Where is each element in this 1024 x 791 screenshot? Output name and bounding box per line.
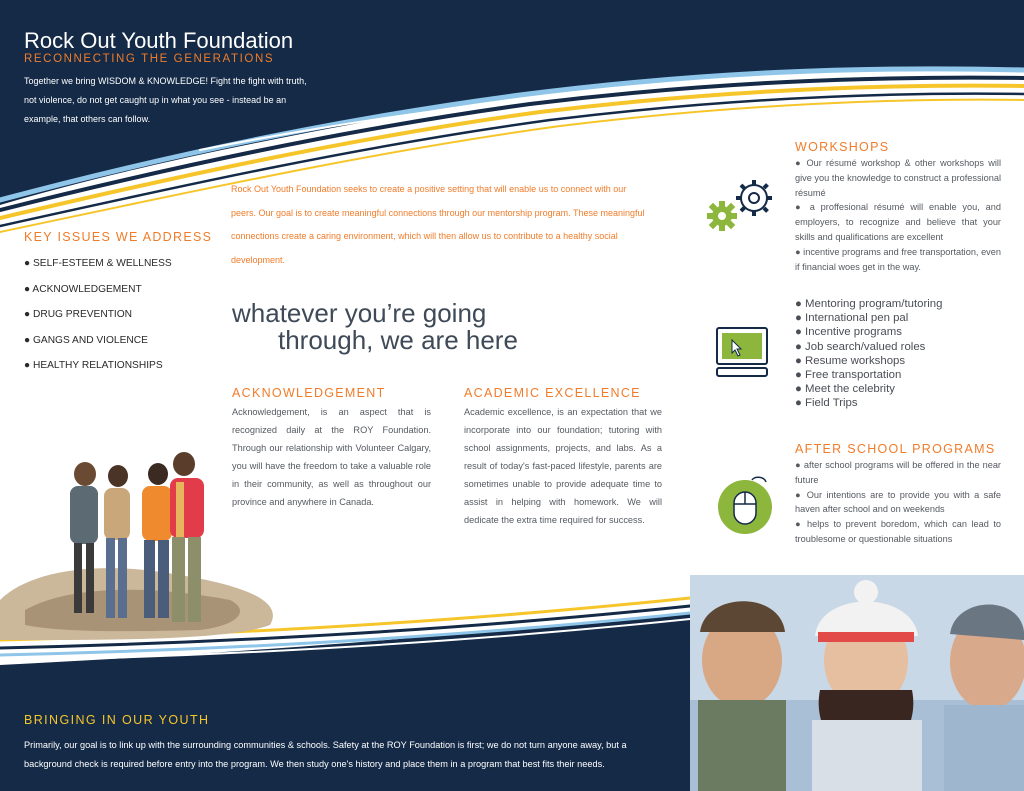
list-item: ● Job search/valued roles [795,340,926,353]
list-item: ● SELF-ESTEEM & WELLNESS [24,258,172,269]
bottom-heading: BRINGING IN OUR YOUTH [24,713,210,727]
list-item: ● Resume workshops [795,354,906,367]
after-school-list [795,458,1001,547]
key-issues-list [24,258,172,386]
acknowledgement-heading: ACKNOWLEDGEMENT [232,386,386,400]
gears-icon [706,174,778,236]
mission-statement: Rock Out Youth Foundation seeks to create a positive setting that will enable us to connect with our peers. Our goal is to create meaningful connections through our mentorship program. These meaningful connections create a caring environment, which will then allow us to contribute to a healthy social development. [231,184,645,265]
list-item: ● Meet the celebrity [795,383,895,396]
academic-heading: ACADEMIC EXCELLENCE [464,386,641,400]
slogan-line-1: whatever you’re going [232,298,487,328]
list-item: ● Free transportation [795,369,902,382]
list-item: ● a proffesional résumé will enable you, and employers, to recognize and believe that your skills and qualifications are excellent [795,202,1001,242]
computer-icon [714,326,770,378]
list-item: ● GANGS AND VIOLENCE [24,334,148,346]
list-item: ● International pen pal [795,312,909,325]
workshops-list [795,156,1001,274]
list-item: ● after school programs will be offered in the near future [795,460,1001,485]
list-item: ● Our résumé workshop & other workshops will give you the knowledge to construct a professional résumé [795,158,1001,198]
bottom-text: Primarily, our goal is to link up with the surrounding communities & schools. Safety at the ROY Foundation is first; we do not turn anyone away, but a background check is required before entry into the program. We then study one's history and place them in a program that best fits their needs. [24,740,627,769]
key-issues-heading: KEY ISSUES WE ADDRESS [24,230,213,244]
list-item: ● Field Trips [795,397,858,410]
list-item: ● Mentoring program/tutoring [795,298,943,310]
list-item: ● helps to prevent boredom, which can lead to troublesome or questionable situations [795,519,1001,544]
page-subtitle: RECONNECTING THE GENERATIONS [24,53,275,65]
tagline: Together we bring WISDOM & KNOWLEDGE! Fight the fight with truth, not violence, do not get caught up in what you see - instead be an example, that others can follow. [24,76,307,124]
list-item: ● HEALTHY RELATIONSHIPS [24,360,163,371]
list-item: ● incentive programs and free transportation, even if financial woes get in the way. [795,246,1001,272]
academic-text: Academic excellence, is an expectation that we incorporate into our foundation; tutoring with school assignments, projects, and labs. As a result of today's fast-paced lifestyle, parents are sometimes unable to provide adequate time to assist in helping with homework. We will dedicate the extra time required for success. [464,407,662,525]
list-item: ● Incentive programs [795,326,902,339]
youth-photo [690,575,1024,791]
list-item: ● ACKNOWLEDGEMENT [24,283,142,295]
list-item: ● Our intentions are to provide you with a safe haven after school and on weekends [795,489,1001,515]
list-item: ● DRUG PREVENTION [24,309,133,320]
slogan-line-2: through, we are here [278,325,518,355]
programs-list [795,297,942,411]
page-title: Rock Out Youth Foundation [24,28,294,53]
mouse-icon [714,474,776,536]
acknowledgement-text: Acknowledgement, is an aspect that is recognized daily at the ROY Foundation. Through our relationship with Volunteer Calgary, you will have the freedom to take a valuable role in their community, as well as throughout our province and anywhere in Canada. [232,407,431,507]
workshops-heading: WORKSHOPS [795,140,890,154]
after-school-heading: AFTER SCHOOL PROGRAMS [795,442,996,456]
